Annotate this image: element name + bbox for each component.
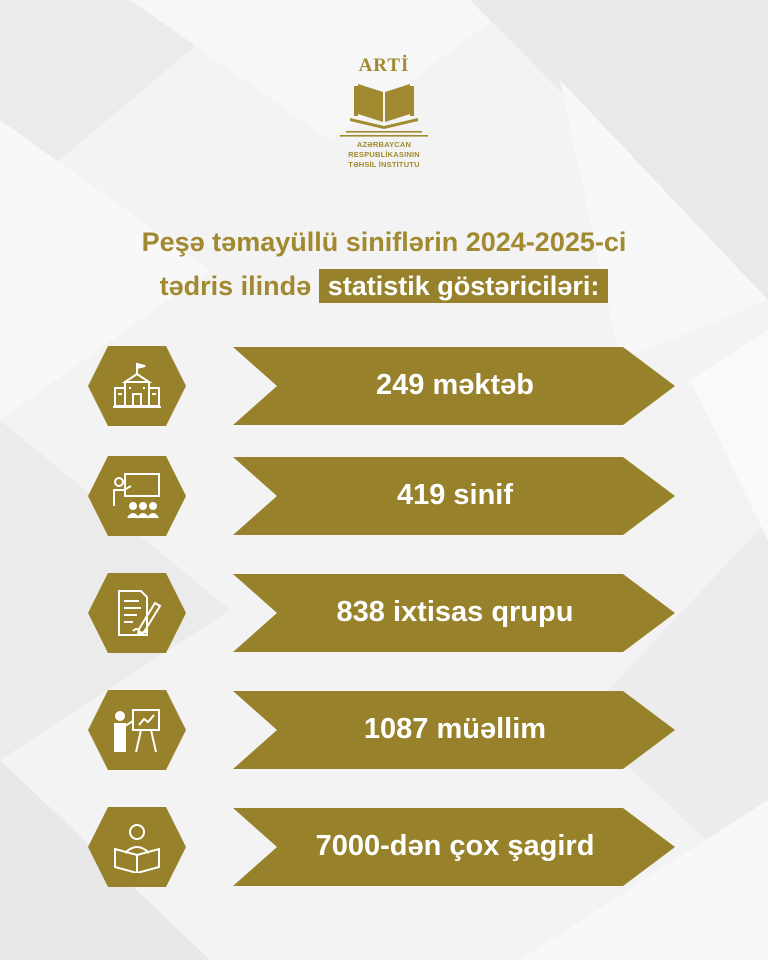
title-line-1: Peşə təmayüllü siniflərin 2024-2025-ci [141,227,627,257]
open-book-logo-icon [336,80,432,140]
stat-label: 249 məktəb [376,369,534,401]
student-reading-icon [111,821,163,873]
title-highlight: statistik göstəriciləri: [319,269,609,303]
stat-row-classes [0,456,768,536]
stat-row-teachers [0,690,768,770]
page-title [0,220,768,308]
stat-badge [88,807,186,887]
title-line-2 [0,264,768,308]
logo-subtitle-line1: AZƏRBAYCAN RESPUBLİKASININ [348,140,420,159]
stat-row-specialty-groups [0,573,768,653]
stat-badge [88,690,186,770]
stat-label: 419 sinif [396,479,514,511]
arti-logo [334,56,434,170]
stat-badge [88,456,186,536]
stat-row-students [0,807,768,887]
logo-wordmark: ARTİ [358,55,410,76]
stat-badge [88,346,186,426]
title-line-2-plain: tədris ilində [159,271,312,301]
school-building-icon [111,360,163,412]
classroom-teacher-icon [111,470,163,522]
stat-label: 838 ixtisas qrupu [336,596,574,628]
stat-label: 1087 müəllim [363,713,547,745]
teacher-presentation-icon [111,704,163,756]
document-pen-icon [111,587,163,639]
logo-subtitle-line2: TƏHSİL İNSTİTUTU [348,160,420,169]
stat-label: 7000-dən çox şagird [315,830,595,862]
stat-row-schools [0,346,768,426]
stat-badge [88,573,186,653]
